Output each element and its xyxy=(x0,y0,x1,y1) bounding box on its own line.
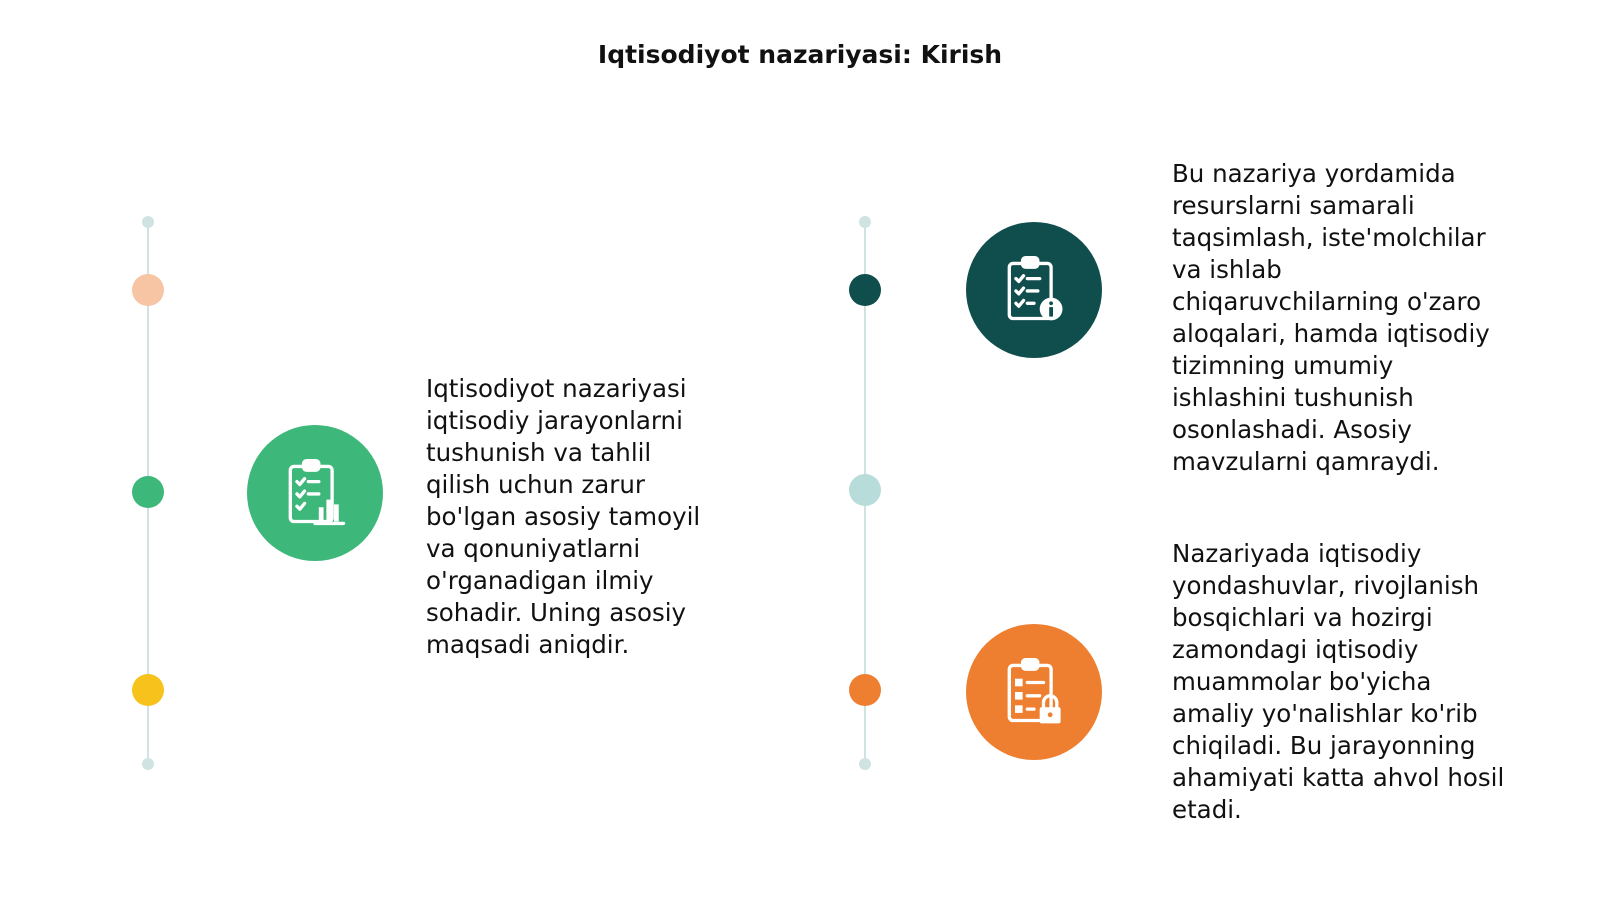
item-text-3: Nazariyada iqtisodiy yondashuvlar, rivojlanish bosqichlari va hozirgi zamondagi iqtisodiy muammolar bo'yicha amaliy yo'nalishlar ko'rib chiqiladi. Bu jarayonning ahamiyati katta ahvol hosil etadi. xyxy=(1172,539,1505,824)
right-timeline-bottom-end xyxy=(859,758,871,770)
left-timeline-dot-yellow xyxy=(132,674,164,706)
right-timeline-dot-dark-teal xyxy=(849,274,881,306)
left-timeline-dot-green xyxy=(132,476,164,508)
right-timeline-dot-orange xyxy=(849,674,881,706)
item-text-1: Iqtisodiyot nazariyasi iqtisodiy jarayonlarni tushunish va tahlil qilish uchun zarur bo'lgan asosiy tamoyil va qonuniyatlarni o'rganadigan ilmiy sohadir. Uning asosiy maqsadi aniqdir. xyxy=(426,374,701,659)
clipboard-chart-icon xyxy=(247,425,383,561)
clipboard-lock-icon xyxy=(966,624,1102,760)
left-timeline-bottom-end xyxy=(142,758,154,770)
clipboard-info-icon xyxy=(966,222,1102,358)
page-title: Iqtisodiyot nazariyasi: Kirish xyxy=(597,40,1003,69)
right-timeline-dot-light-teal xyxy=(849,474,881,506)
left-timeline-top-end xyxy=(142,216,154,228)
item-text-2: Bu nazariya yordamida resurslarni samarali taqsimlash, iste'molchilar va ishlab chiqaruvchilarning o'zaro aloqalari, hamda iqtisodiy tizimning umumiy ishlashini tushunish osonlashadi. Asosiy mavzularni qamraydi. xyxy=(1172,159,1490,476)
right-timeline-top-end xyxy=(859,216,871,228)
left-timeline-dot-peach xyxy=(132,274,164,306)
